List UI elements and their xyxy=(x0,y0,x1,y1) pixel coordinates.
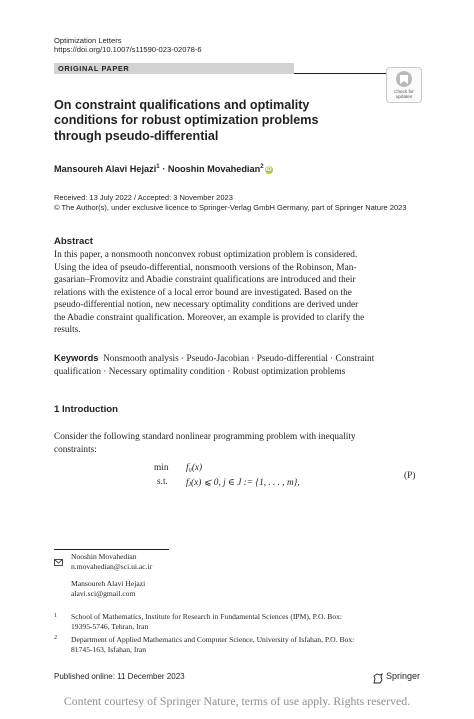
correspondent-email[interactable]: alavi.sci@gmail.com xyxy=(71,589,136,598)
journal-name: Optimization Letters xyxy=(54,36,122,45)
orcid-icon[interactable]: iD xyxy=(265,167,272,174)
correspondence-block xyxy=(71,552,152,599)
correspondent-name: Nooshin Movahedian xyxy=(71,552,137,561)
affiliation-line: 81745-163, Isfahan, Iran xyxy=(71,645,147,654)
abstract-line: relations with the existence of a local error bound are investigated. Based on the xyxy=(54,287,352,298)
received-accepted-dates: Received: 13 July 2022 / Accepted: 3 November 2023 xyxy=(54,193,233,202)
correspondent-name: Mansoureh Alavi Hejazi xyxy=(71,579,146,588)
intro-paragraph xyxy=(54,431,420,456)
check-for-updates-badge[interactable] xyxy=(386,67,422,103)
keywords-line-1: Nonsmooth analysis · Pseudo-Jacobian · Pseudo-differential · Constraint xyxy=(103,354,375,364)
abstract-line: Using the idea of pseudo-differential, nonsmooth versions of the Robinson, Man- xyxy=(54,262,357,273)
affiliation-1 xyxy=(71,612,431,632)
problem-st-label: s.t. xyxy=(157,477,168,487)
copyright-line: © The Author(s), under exclusive licence to Springer-Verlag GmbH Germany, part of Springer Nature 2023 xyxy=(54,203,407,212)
courtesy-notice: Content courtesy of Springer Nature, terms of use apply. Rights reserved. xyxy=(63,694,411,708)
footnote-rule xyxy=(54,549,169,550)
bookmark-icon xyxy=(387,69,421,91)
affiliation-sup: 2 xyxy=(260,164,264,170)
keywords-block xyxy=(54,352,420,378)
problem-min-label: min xyxy=(154,463,169,473)
paper-title xyxy=(54,98,354,144)
author-name[interactable]: Nooshin Movahedian xyxy=(167,164,261,175)
author-list xyxy=(54,164,273,174)
affiliation-line: 19395-5746, Tehran, Iran xyxy=(71,622,149,631)
abstract-line: pseudo-differential notion, new necessary optimality conditions are derived under xyxy=(54,300,359,310)
keywords-line-2: qualification · Necessary optimality condition · Robust optimization problems xyxy=(54,366,346,377)
abstract-line: In this paper, a nonsmooth nonconvex robust optimization problem is considered. xyxy=(54,250,358,260)
affiliation-sup: 1 xyxy=(156,164,160,170)
abstract-line: results. xyxy=(54,325,81,335)
intro-line: constraints: xyxy=(54,444,97,455)
problem-constraints: fⱼ(x) ⩽ 0, j ∈ J := {1, . . . , m}, xyxy=(186,478,300,488)
abstract-heading: Abstract xyxy=(54,236,93,247)
abstract-line: the Abadie constraint qualification. Moreover, an example is provided to clarify the xyxy=(54,312,365,323)
correspondent-email[interactable]: n.movahedian@sci.ui.ac.ir xyxy=(71,562,153,571)
affiliation-2 xyxy=(71,635,431,655)
affiliation-line: Department of Applied Mathematics and Computer Science, University of Isfahan, P.O. Box: xyxy=(71,635,355,644)
equation-tag: (P) xyxy=(404,471,416,481)
badge-line-1: Check for xyxy=(394,89,414,94)
affiliation-line: School of Mathematics, Institute for Research in Fundamental Sciences (IPM), P.O. Box: xyxy=(71,612,343,621)
section-heading-introduction: 1 Introduction xyxy=(54,404,118,415)
keywords-label: Keywords xyxy=(54,353,99,363)
title-line: On constraint qualifications and optimality xyxy=(54,98,310,112)
mail-icon xyxy=(54,553,63,571)
affiliation-number: 2 xyxy=(54,635,57,641)
publisher-logo-text[interactable]: Springer xyxy=(386,671,421,681)
abstract-line: gasarian–Fromovitz and Abadie constraint qualifications are introduced and their xyxy=(54,275,356,285)
doi-link[interactable]: https://doi.org/10.1007/s11590-023-02078-6 xyxy=(54,45,202,54)
published-online-date: Published online: 11 December 2023 xyxy=(54,672,185,681)
article-type-bar: ORIGINAL PAPER xyxy=(54,63,294,74)
title-line: conditions for robust optimization problems xyxy=(54,113,319,128)
author-separator: · xyxy=(159,164,168,175)
badge-line-2: updates xyxy=(395,94,413,99)
affiliation-number: 1 xyxy=(54,613,57,619)
abstract-body xyxy=(54,249,420,337)
author-name[interactable]: Mansoureh Alavi Hejazi xyxy=(54,164,157,175)
problem-objective: f₀(x) xyxy=(186,463,203,473)
intro-line: Consider the following standard nonlinear programming problem with inequality xyxy=(54,432,356,442)
title-line: through pseudo-differential xyxy=(54,128,219,143)
springer-horse-icon xyxy=(372,671,384,689)
